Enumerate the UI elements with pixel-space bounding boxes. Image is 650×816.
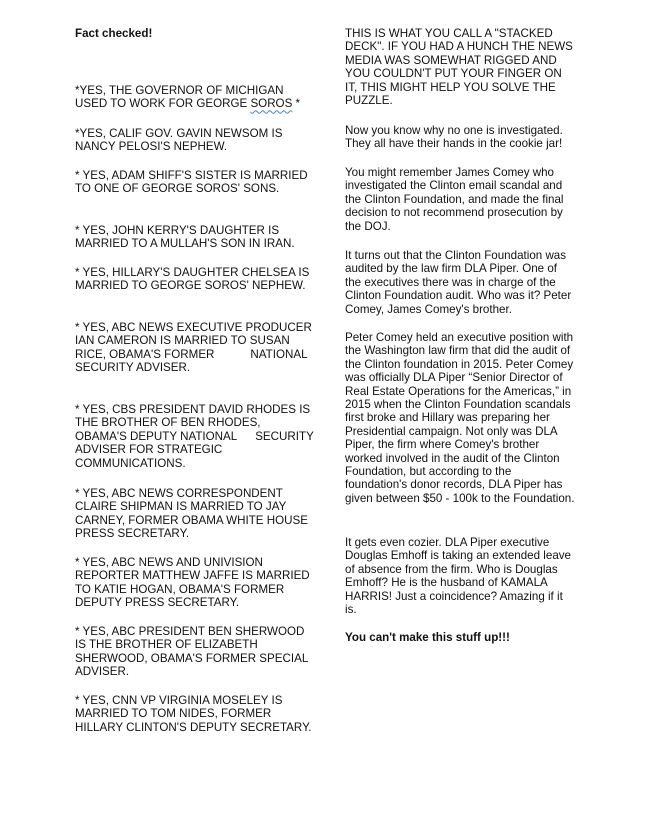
claim-kerry: * YES, JOHN KERRY'S DAUGHTER IS MARRIED TO A MULLAH'S SON IN IRAN. [75, 224, 295, 251]
claim-newsom: *YES, CALIF GOV. GAVIN NEWSOM IS NANCY PELOSI'S NEPHEW. [75, 127, 283, 154]
claim-shiff: * YES, ADAM SHIFF'S SISTER IS MARRIED TO ONE OF GEORGE SOROS' SONS. [75, 169, 308, 196]
claim-michigan-governor: *YES, THE GOVERNOR OF MICHIGAN USED TO WORK FOR GEORGE SOROS * [75, 84, 301, 111]
spellcheck-underlined-word: SOROS [250, 97, 293, 111]
claim-abc-sherwood: * YES, ABC PRESIDENT BEN SHERWOOD IS THE BROTHER OF ELIZABETH SHERWOOD, OBAMA'S FORMER SPECIAL ADVISER. [75, 625, 308, 679]
claim-cbs-rhodes: * YES, CBS PRESIDENT DAVID RHODES IS THE BROTHER OF BEN RHODES, OBAMA'S DEPUTY NATIONAL SECURITY ADVISER FOR STRATEGIC COMMUNICATIONS. [75, 403, 314, 470]
cookie-jar-paragraph: Now you know why no one is investigated. They all have their hands in the cookie jar! [345, 124, 563, 151]
peter-comey-paragraph: Peter Comey held an executive position with the Washington law firm that did the audit of the Clinton foundation in 2015. Peter Comey was officially DLA Piper “Senior Director of Real Estate Operations for the Americas,” in 2015 when the Clinton Foundation scandals first broke and Hillary was preparing her Presidential campaign. Not only was DLA Piper, the firm where Comey's brother worked involved in the audit of the Clinton Foundation, but according to the foundation's donor records, DLA Piper has given between $50 - 100k to the Foundation. [345, 331, 575, 505]
document-title: Fact checked! [75, 27, 153, 40]
claim-cnn-moseley: * YES, CNN VP VIRGINIA MOSELEY IS MARRIED TO TOM NIDES, FORMER HILLARY CLINTON'S DEPUTY SECRETARY. [75, 694, 312, 734]
claim-abc-cameron: * YES, ABC NEWS EXECUTIVE PRODUCER IAN CAMERON IS MARRIED TO SUSAN RICE, OBAMA'S FORMER NATIONAL SECURITY ADVISER. [75, 321, 312, 375]
stacked-deck-paragraph: THIS IS WHAT YOU CALL A "STACKED DECK". IF YOU HAD A HUNCH THE NEWS MEDIA WAS SOMEWHAT RIGGED AND YOU COULDN'T PUT YOUR FINGER ON IT, THIS MIGHT HELP YOU SOLVE THE PUZZLE. [345, 27, 573, 108]
claim-chelsea: * YES, HILLARY'S DAUGHTER CHELSEA IS MARRIED TO GEORGE SOROS' NEPHEW. [75, 266, 310, 293]
douglas-emhoff-paragraph: It gets even cozier. DLA Piper executive Douglas Emhoff is taking an extended leave of absence from the firm. Who is Douglas Emhoff? He is the husband of KAMALA HARRIS! Just a coincidence? Amazing if it is. [345, 536, 572, 617]
james-comey-paragraph: You might remember James Comey who investigated the Clinton email scandal and the Clinton Foundation, and made the final decision to not recommend prosecution by the DOJ. [345, 166, 564, 233]
claim-abc-jaffe: * YES, ABC NEWS AND UNIVISION REPORTER MATTHEW JAFFE IS MARRIED TO KATIE HOGAN, OBAMA'S FORMER DEPUTY PRESS SECRETARY. [75, 556, 310, 610]
dla-piper-audit-paragraph: It turns out that the Clinton Foundation was audited by the law firm DLA Piper. One of the executives there was in charge of the Clinton Foundation audit. Who was it? Peter Comey, James Comey's brother. [345, 249, 572, 316]
claim-abc-shipman: * YES, ABC NEWS CORRESPONDENT CLAIRE SHIPMAN IS MARRIED TO JAY CARNEY, FORMER OBAMA WHITE HOUSE PRESS SECRETARY. [75, 487, 308, 541]
closing-line: You can't make this stuff up!!! [345, 631, 510, 644]
